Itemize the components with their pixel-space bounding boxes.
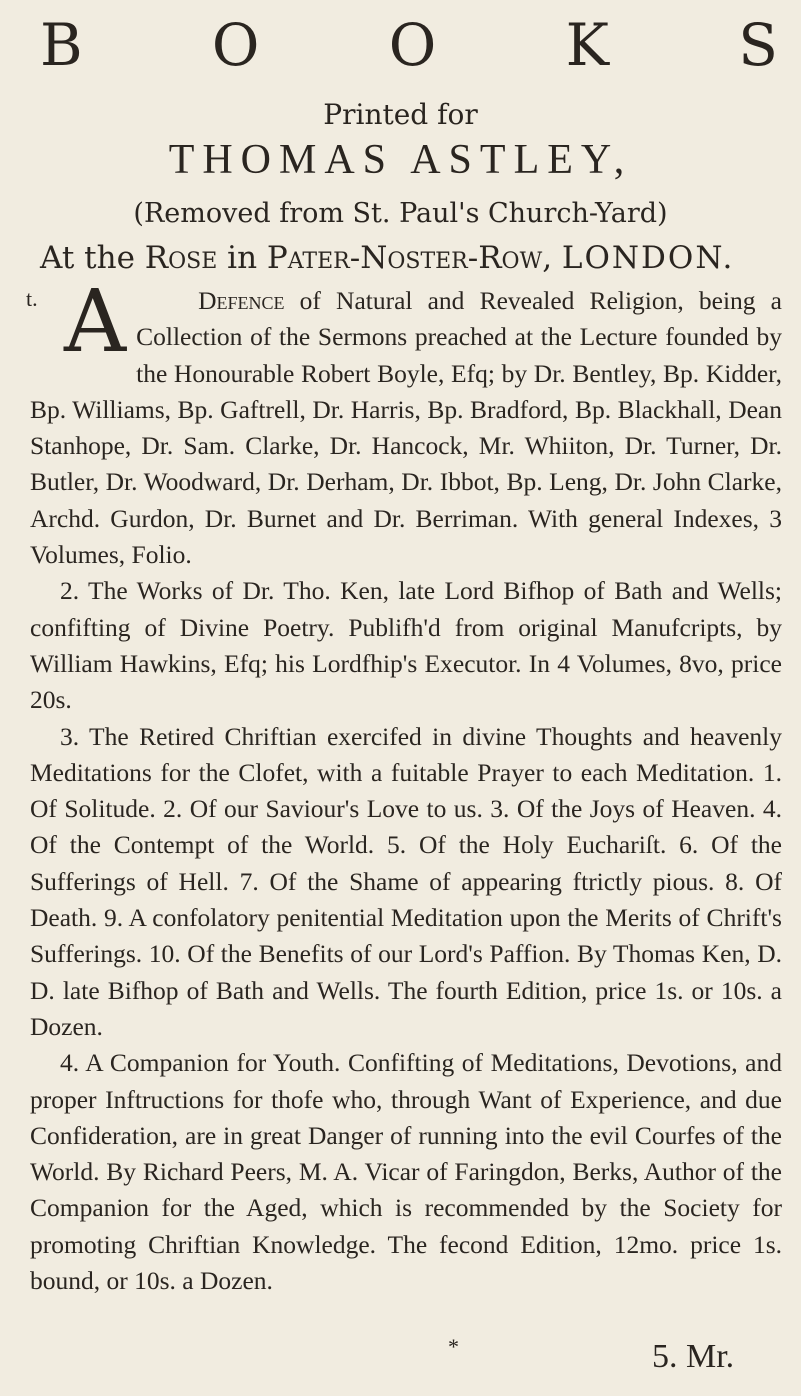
- list-item: 3. The Retired Chriftian exercifed in divine Thoughts and heavenly Meditations for the Clofet, with a fuitable Prayer to each Meditation. 1. Of Solitude. 2. Of our Saviour's Love to us. 3. Of the Joys of Heaven. 4. Of the Contempt of the World. 5. Of the Holy Euchariſt. 6. Of the Sufferings of Hell. 7. Of the Shame of appearing ftrictly pious. 8. Of Death. 9. A confolatory penitential Meditation upon the Merits of Chrift's Sufferings. 10. Of the Benefits of our Lord's Paffion. By Thomas Ken, D. D. late Bifhop of Bath and Wells. The fourth Edition, price 1s. or 10s. a Dozen.: [30, 721, 782, 1041]
- item-text: of Natural and Revealed Religion, being a Collection of the Sermons preached at the Lecture founded by the Honourable Robert Boyle, Efq; by Dr. Bentley, Bp. Kidder, Bp. Williams, Bp. Gaftrell, Dr. Harris, Bp. Bradford, Bp. Blackhall, Dean Stanhope, Dr. Sam. Clarke, Dr. Hancock, Mr. Whiiton, Dr. Turner, Dr. Butler, Dr. Woodward, Dr. Derham, Dr. Ibbot, Bp. Leng, Dr. John Clarke, Archd. Gurdon, Dr. Burnet and Dr. Berriman. With general Indexes, 3 Volumes, Folio.: [30, 286, 782, 570]
- list-item: [26, 272, 782, 573]
- drop-cap: A: [64, 272, 127, 372]
- title-letter: B: [40, 11, 85, 79]
- printed-for-line: Printed for: [323, 98, 478, 131]
- address-comma: ,: [542, 240, 562, 276]
- publisher-name: THOMAS ASTLEY,: [168, 137, 633, 183]
- item-lead-words: Defence: [198, 286, 285, 315]
- address-prefix: At the: [40, 240, 145, 276]
- publisher-address: [40, 238, 780, 278]
- removed-note: (Removed from St. Paul's Church-Yard): [133, 198, 668, 229]
- address-mid: in: [217, 240, 267, 276]
- page-title: [40, 10, 780, 80]
- address-sign: Rose: [144, 240, 218, 276]
- title-letter: O: [388, 11, 439, 79]
- list-item: 2. The Works of Dr. Tho. Ken, late Lord Bifhop of Bath and Wells; confifting of Divine Poetry. Publifh'd from original Manufcripts, by William Hawkins, Efq; his Lordfhip's Executor. In 4 Volumes, 8vo, price 20s.: [30, 576, 782, 715]
- item-number: t.: [26, 286, 38, 311]
- address-street: Pater-Noster-Row: [266, 240, 543, 276]
- address-city: LONDON.: [561, 240, 735, 276]
- list-item: 4. A Companion for Youth. Confifting of Meditations, Devotions, and proper Inftructions for thofe who, through Want of Experience, and due Confideration, are in great Danger of running into the evil Courfes of the World. By Richard Peers, M. A. Vicar of Faringdon, Berks, Author of the Companion for the Aged, which is recommended by the Society for promoting Chriftian Knowledge. The fecond Edition, 12mo. price 1s. bound, or 10s. a Dozen.: [30, 1048, 782, 1296]
- book-list: [26, 272, 782, 1299]
- signature-mark: *: [448, 1334, 459, 1359]
- title-letter: S: [738, 11, 780, 79]
- title-letter: K: [565, 11, 611, 79]
- catchword: 5. Mr.: [652, 1338, 735, 1375]
- title-letter: O: [211, 11, 262, 79]
